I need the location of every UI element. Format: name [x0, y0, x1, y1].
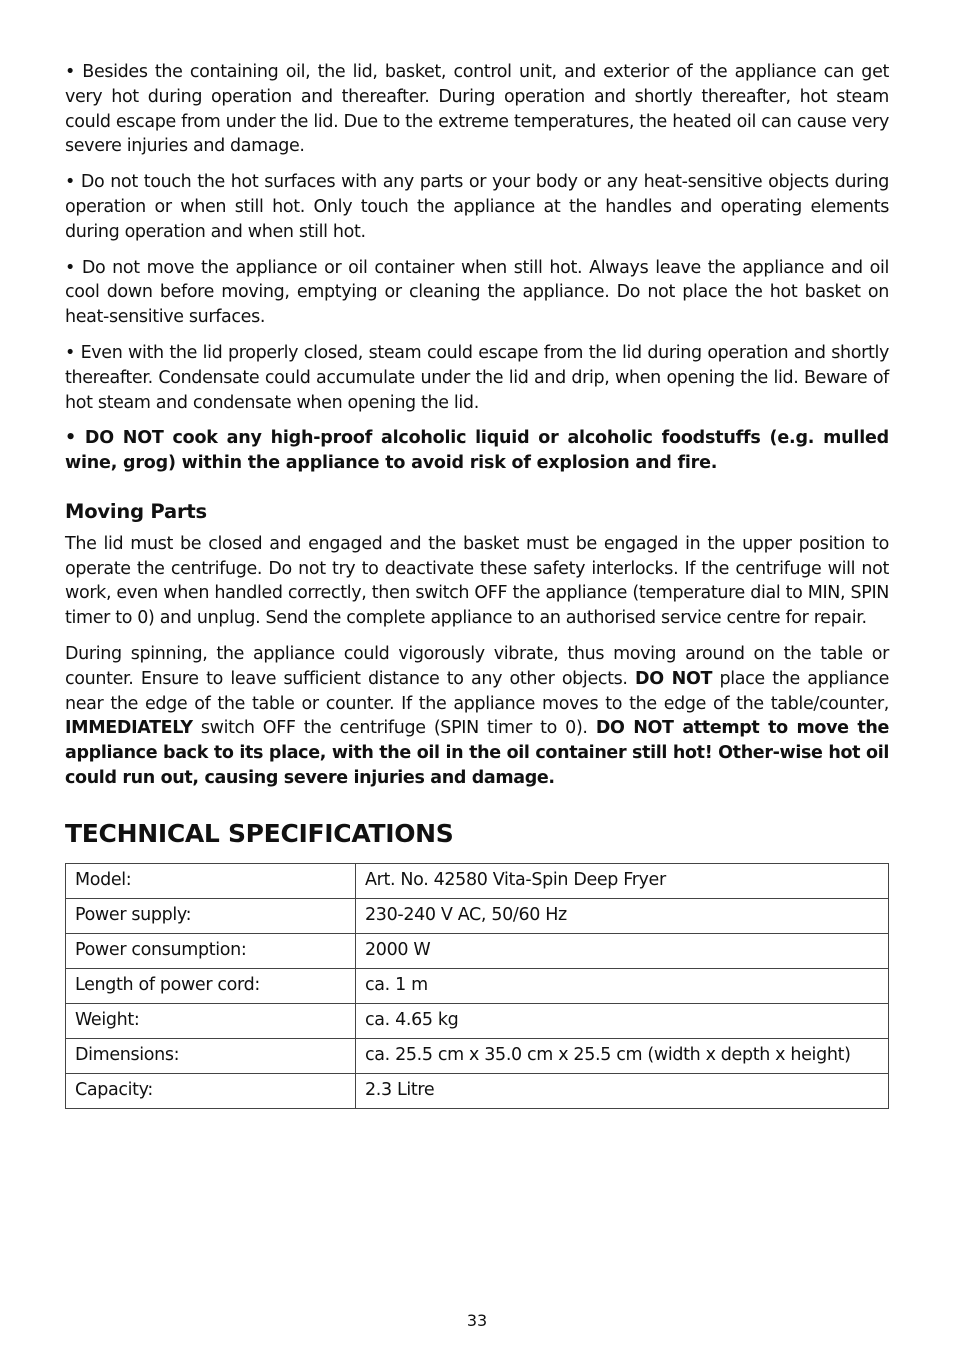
table-row	[66, 1003, 889, 1038]
spec-label: Weight:	[66, 1003, 356, 1038]
spec-label: Length of power cord:	[66, 968, 356, 1003]
table-row	[66, 1038, 889, 1073]
do-not-emphasis: DO NOT	[635, 668, 713, 689]
specifications-table	[65, 863, 889, 1109]
table-row	[66, 933, 889, 968]
spec-value: 2.3 Litre	[356, 1073, 889, 1108]
technical-specifications-heading: TECHNICAL SPECIFICATIONS	[65, 818, 454, 848]
spec-value: ca. 1 m	[356, 968, 889, 1003]
moving-parts-paragraph-1: The lid must be closed and engaged and the basket must be engaged in the upper position to operate the centrifuge. Do not try to deactivate these safety interlocks. If the centrifuge will not work, even when handled correctly, then switch OFF the appliance (temperature dial to MIN, SPIN timer to 0) and unplug. Send the complete appliance to an authorised service centre for repair.	[65, 533, 889, 629]
spec-value: ca. 25.5 cm x 35.0 cm x 25.5 cm (width x depth x height)	[356, 1038, 889, 1073]
table-row	[66, 1073, 889, 1108]
safety-bullet-do-not-move: • Do not move the appliance or oil container when still hot. Always leave the appliance and oil cool down before moving, emptying or cleaning the appliance. Do not place the hot basket on heat-sensitive surfaces.	[65, 257, 889, 328]
hot-oil-warning: DO NOT attempt to move the appliance back to its place, with the oil in the oil container still hot! Other-wise hot oil could run out, causing severe injuries and damage.	[65, 718, 889, 788]
page-number: 33	[466, 1311, 488, 1330]
safety-bullet-alcohol-warning: • DO NOT cook any high-proof alcoholic liquid or alcoholic foodstuffs (e.g. mulled wine, grog) within the appliance to avoid risk of explosion and fire.	[65, 428, 889, 474]
spec-label: Model:	[66, 863, 356, 898]
moving-parts-heading: Moving Parts	[65, 499, 207, 523]
spec-label: Dimensions:	[66, 1038, 356, 1073]
safety-bullet-hot-surfaces: • Do not touch the hot surfaces with any parts or your body or any heat-sensitive objects during operation or when still hot. Only touch the appliance at the handles and operating elements during operation and when still hot.	[65, 172, 889, 242]
moving-parts-text-3: switch OFF the centrifuge (SPIN timer to 0).	[192, 718, 596, 739]
moving-parts-text-1: During spinning, the appliance could vigorously vibrate, thus moving around on the table or counter. Ensure to leave sufficient distance to any other objects.	[65, 643, 889, 689]
spec-value: ca. 4.65 kg	[356, 1003, 889, 1038]
spec-label: Power consumption:	[66, 933, 356, 968]
moving-parts-text-2: place the appliance near the edge of the table or counter. If the appliance moves to the edge of the table/counter,	[65, 668, 889, 714]
spec-label: Capacity:	[66, 1073, 356, 1108]
spec-value: Art. No. 42580 Vita-Spin Deep Fryer	[356, 863, 889, 898]
safety-bullet-hot-parts: • Besides the containing oil, the lid, basket, control unit, and exterior of the appliance can get very hot during operation and thereafter. During operation and shortly thereafter, hot steam could escape from under the lid. Due to the extreme temperatures, the heated oil can cause very severe injuries and damage.	[65, 62, 889, 157]
table-row	[66, 863, 889, 898]
spec-label: Power supply:	[66, 898, 356, 933]
spec-value: 2000 W	[356, 933, 889, 968]
moving-parts-paragraph-2	[65, 642, 889, 791]
document-page	[65, 60, 889, 1109]
immediately-emphasis: IMMEDIATELY	[65, 718, 193, 739]
table-row	[66, 898, 889, 933]
table-row	[66, 968, 889, 1003]
safety-bullet-steam: • Even with the lid properly closed, steam could escape from the lid during operation and shortly thereafter. Condensate could accumulate under the lid and drip, when opening the lid. Beware of hot steam and condensate when opening the lid.	[65, 342, 889, 413]
spec-value: 230-240 V AC, 50/60 Hz	[356, 898, 889, 933]
